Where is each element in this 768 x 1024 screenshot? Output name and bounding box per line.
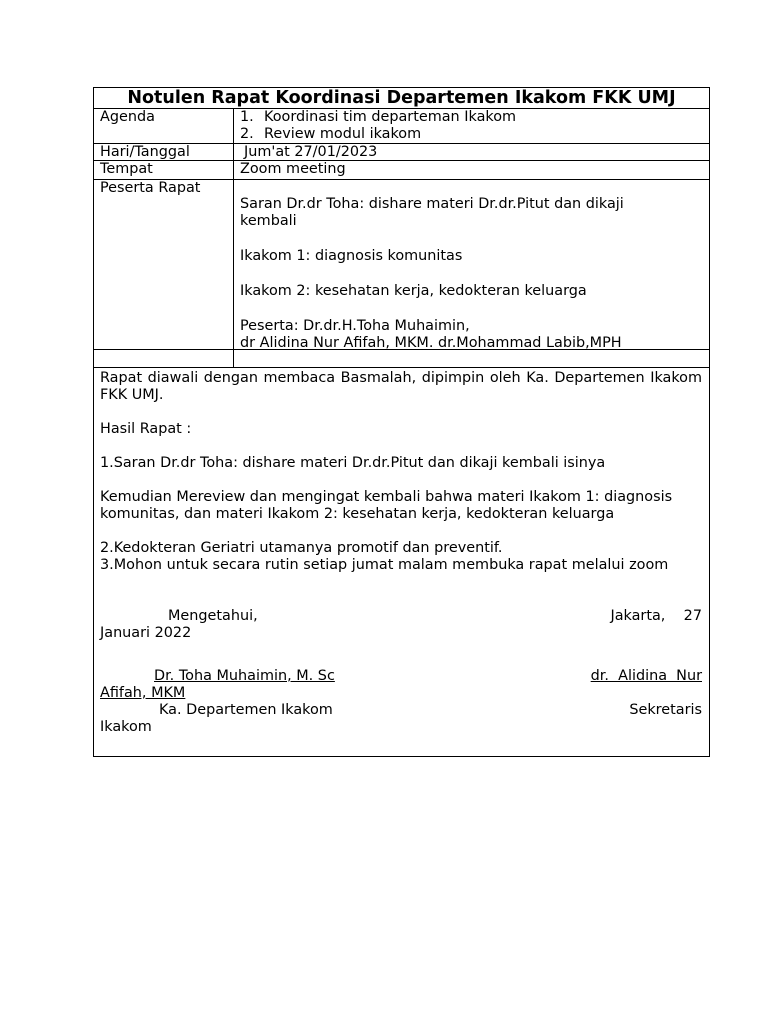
agenda-value xyxy=(234,109,709,143)
place-label: Tempat xyxy=(94,161,234,179)
signature-line-3 xyxy=(100,702,702,719)
result-point: 1.Saran Dr.dr Toha: dishare materi Dr.dr.Pitut dan dikaji kembali isinya xyxy=(100,455,606,471)
agenda-item-text: Koordinasi tim departeman Ikakom xyxy=(264,109,517,125)
secretary-role-continuation: Ikakom xyxy=(100,719,152,735)
review-paragraph: Kemudian Mereview dan mengingat kembali bahwa materi Ikakom 1: diagnosis komunitas, dan materi Ikakom 2: kesehatan kerja, kedokteran keluarga xyxy=(100,489,673,522)
participants-list xyxy=(240,318,669,352)
empty-row xyxy=(94,350,709,368)
signature-line-2 xyxy=(100,668,702,685)
signature-line-1 xyxy=(100,608,702,625)
date-label: Hari/Tanggal xyxy=(94,144,234,160)
participants-note: Ikakom 1: diagnosis komunitas xyxy=(240,248,463,264)
participants-row xyxy=(94,180,709,350)
result-point: 2.Kedokteran Geriatri utamanya promotif dan preventif. xyxy=(100,540,503,556)
result-point: 3.Mohon untuk secara rutin setiap jumat malam membuka rapat melalui zoom xyxy=(100,557,669,573)
document-title: Notulen Rapat Koordinasi Departemen Ikakom FKK UMJ xyxy=(127,87,676,108)
place-value: Zoom meeting xyxy=(240,161,346,177)
secretary-role: Sekretaris xyxy=(629,702,702,718)
agenda-item xyxy=(240,126,709,143)
agenda-row xyxy=(94,109,709,144)
date-row xyxy=(94,144,709,161)
place-date: Jakarta, 27 xyxy=(610,608,702,624)
participants-note: Ikakom 2: kesehatan kerja, kedokteran keluarga xyxy=(240,283,587,299)
acknowledged-label: Mengetahui, xyxy=(168,608,258,624)
agenda-item-number: 1. xyxy=(240,109,254,125)
place-row xyxy=(94,161,709,180)
date-continuation: Januari 2022 xyxy=(100,625,192,641)
agenda-list xyxy=(240,109,709,143)
agenda-item xyxy=(240,109,709,126)
minutes-body xyxy=(94,368,709,756)
participants-line: dr Alidina Nur Afifah, MKM. dr.Mohammad Labib,MPH xyxy=(240,335,622,351)
secretary-name: dr. Alidina Nur xyxy=(590,668,702,684)
agenda-item-text: Review modul ikakom xyxy=(264,126,422,142)
document-title-row xyxy=(94,88,709,109)
empty-cell xyxy=(234,350,709,367)
participants-label: Peserta Rapat xyxy=(94,180,234,349)
results-heading: Hasil Rapat : xyxy=(100,421,192,437)
agenda-item-number: 2. xyxy=(240,126,254,142)
empty-cell xyxy=(94,350,234,367)
chair-name: Dr. Toha Muhaimin, M. Sc xyxy=(154,668,335,684)
agenda-label: Agenda xyxy=(94,109,234,143)
participants-line: Peserta: Dr.dr.H.Toha Muhaimin, xyxy=(240,318,470,334)
minutes-body-row xyxy=(94,368,709,756)
opening-paragraph: Rapat diawali dengan membaca Basmalah, dipimpin oleh Ka. Departemen Ikakom FKK UMJ. xyxy=(100,370,702,403)
meeting-minutes-table xyxy=(93,87,710,757)
chair-role: Ka. Departemen Ikakom xyxy=(159,702,333,718)
secretary-name-cont: Afifah, MKM xyxy=(100,685,186,701)
participants-value xyxy=(234,180,709,349)
participants-note: Saran Dr.dr Toha: dishare materi Dr.dr.Pitut dan dikaji kembali xyxy=(240,196,624,229)
date-value: Jum'at 27/01/2023 xyxy=(244,144,378,160)
secretary-name-continuation xyxy=(100,685,702,702)
